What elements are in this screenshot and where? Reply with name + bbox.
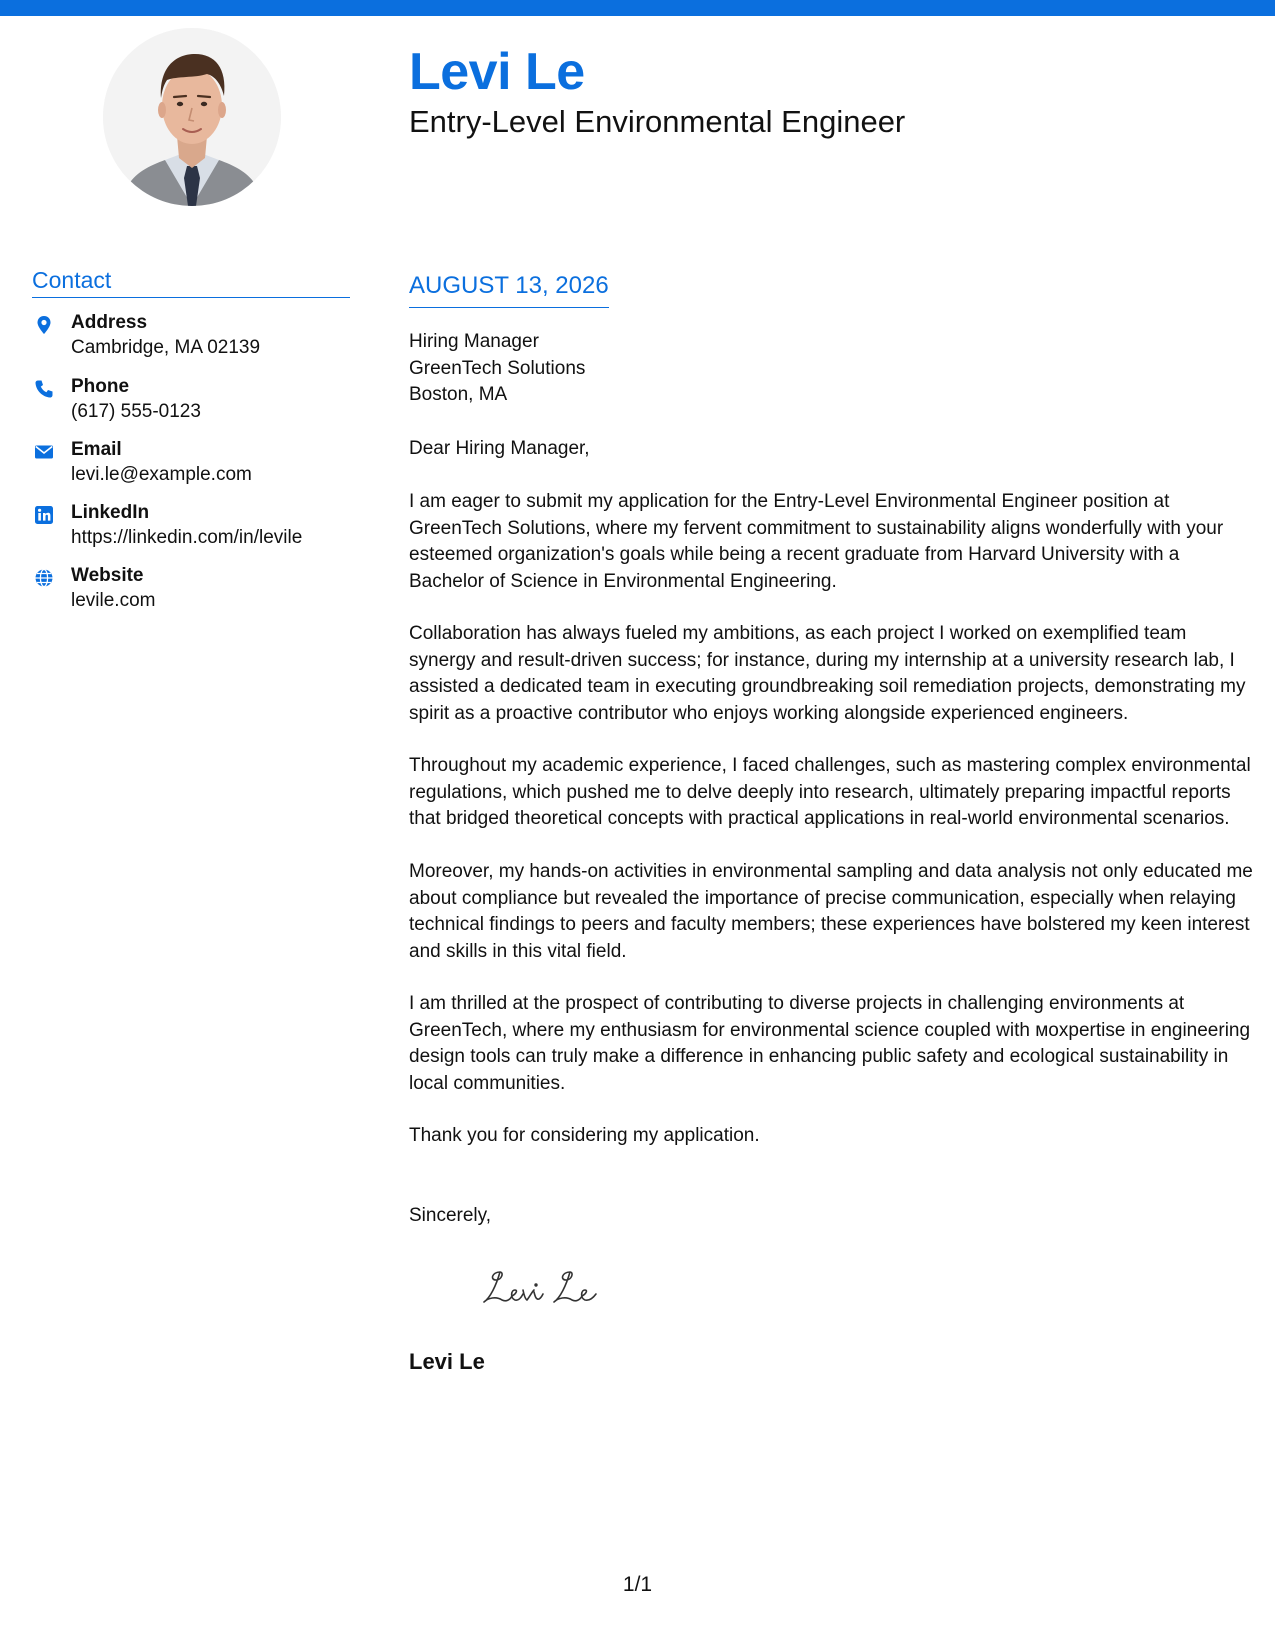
profile-photo [103,28,281,206]
recipient-line: Boston, MA [409,384,508,405]
contact-website-value[interactable]: levile.com [71,590,156,611]
letter-date: AUGUST 13, 2026 [409,271,609,308]
contact-linkedin-label: LinkedIn [71,502,150,523]
contact-email [32,438,352,490]
body-paragraph: Thank you for considering my application. [409,1125,760,1146]
phone-icon [34,379,54,399]
recipient-block [409,329,585,409]
body-paragraph: Collaboration has always fueled my ambitions, as each project I worked on exemplified team synergy and result-driven success; for instance, during my internship at a university research lab, I assisted a dedicated team in executing groundbreaking soil remediation projects, demonstrating my spirit as a proactive contributor who enjoys working alongside experienced engineers. [409,623,1246,724]
salutation: Dear Hiring Manager, [409,438,590,459]
body-paragraph: Moreover, my hands-on activities in environmental sampling and data analysis not only educated me about compliance but revealed the importance of precise communication, especially when relaying technical findings to peers and faculty members; these experiences have bolstered my keen interest and skills in this vital field. [409,861,1253,962]
top-accent-bar [0,0,1275,16]
recipient-line: Hiring Manager [409,331,539,352]
contact-website [32,564,352,616]
globe-icon [34,568,54,588]
linkedin-icon [34,505,54,525]
contact-email-label: Email [71,439,122,460]
body-paragraph: I am thrilled at the prospect of contributing to diverse projects in challenging environments at GreenTech, where my enthusiasm for environmental science coupled with мoxpertise in engineering design tools can truly make a difference in enhancing public safety and ecological sustainability in local communities. [409,993,1251,1094]
signer-name: Levi Le [409,1349,485,1374]
body-paragraph: I am eager to submit my application for the Entry-Level Environmental Engineer position at GreenTech Solutions, where my fervent commitment to sustainability aligns wonderfully with your esteemed organization's goals while being a recent graduate from Harvard University with a Bachelor of Science in Environmental Engineering. [409,491,1224,592]
contact-linkedin [32,501,352,553]
contact-linkedin-value[interactable]: https://linkedin.com/in/levile [71,527,303,548]
contact-address-label: Address [71,312,148,333]
contact-address [32,311,352,363]
envelope-icon [34,442,54,462]
profile-photo-illustration [103,28,281,206]
contact-phone-label: Phone [71,376,130,397]
contact-phone-value: (617) 555-0123 [71,401,201,422]
map-pin-icon [34,315,54,335]
page-number: 1/1 [622,1573,653,1596]
contact-address-value: Cambridge, MA 02139 [71,337,261,358]
contact-phone [32,375,352,427]
recipient-line: GreenTech Solutions [409,357,586,379]
job-title: Entry-Level Environmental Engineer [409,104,906,139]
contact-website-label: Website [71,565,144,586]
signature-image [478,1262,608,1312]
contact-email-value[interactable]: levi.le@example.com [71,464,252,485]
contact-heading: Contact [32,266,350,298]
applicant-name: Levi Le [409,43,585,101]
body-paragraph: Throughout my academic experience, I faced challenges, such as mastering complex environmental regulations, which pushed me to delve deeply into research, ultimately preparing impactful reports that bridged theoretical concepts with practical applications in real-world environmental scenarios. [409,755,1251,829]
closing: Sincerely, [409,1205,492,1226]
